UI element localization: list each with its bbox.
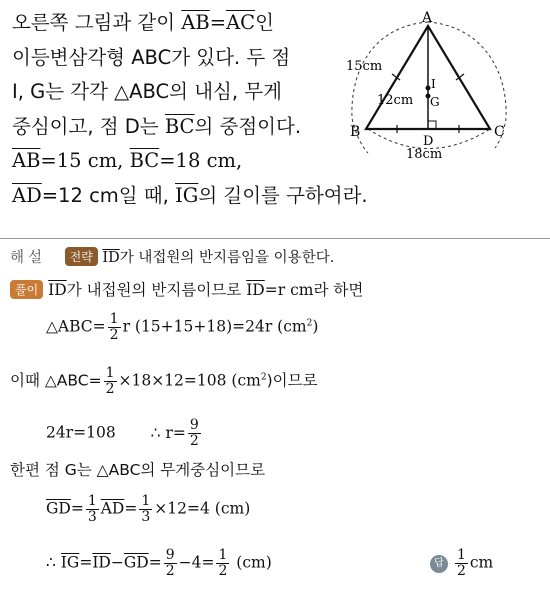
segment-id: $\overline{ID}$ — [102, 250, 120, 266]
solution-badge: 풀이 — [10, 280, 43, 299]
fraction-numerator: 1 — [87, 493, 97, 509]
segment-bc: $\overline{BC}$ — [164, 114, 195, 138]
label-ad-length: 12cm — [377, 93, 414, 108]
equals-sign: = — [209, 11, 227, 34]
problem-line-2: 이등변삼각형 ABC가 있다. 두 점 — [12, 45, 291, 69]
problem-line-3: I, G는 각각 △ABC의 내심, 무게 — [12, 80, 282, 103]
solution-text: ) — [312, 317, 319, 336]
problem-text-segment: =15 cm, — [40, 149, 130, 172]
segment-gd: $\overline{GD}$ — [46, 499, 71, 518]
solution-text: (cm) — [231, 553, 272, 572]
segment-ac: $\overline{AC}$ — [226, 11, 256, 34]
solution-text: −4= — [178, 553, 215, 572]
strategy-text: 가 내접원의 반지름임을 이용한다. — [119, 250, 335, 266]
problem-text-segment: 의 중점이다. — [194, 114, 302, 138]
solution-text: = — [124, 499, 138, 518]
answer-unit: cm — [469, 553, 494, 572]
problem-line-4 — [12, 110, 342, 145]
solution-text: = — [70, 499, 84, 518]
solution-text: =r cm라 하면 — [264, 281, 364, 299]
solution-text: ×18×12=108 (cm — [118, 371, 261, 390]
solution-line-5: 한편 점 G는 △ABC의 무게중심이므로 — [10, 461, 266, 479]
solution-text: 가 내접원의 반지름이므로 — [66, 281, 247, 299]
fraction-denominator: 2 — [109, 327, 119, 343]
fraction — [86, 494, 99, 525]
label-ab-length: 15cm — [346, 59, 383, 74]
solution-line-3 — [10, 366, 318, 397]
label-bc-length: 18cm — [406, 147, 443, 162]
segment-ig: $\overline{IG}$ — [175, 183, 199, 207]
label-i: I — [431, 77, 436, 91]
solution-text: = — [148, 553, 162, 572]
fraction — [139, 494, 152, 525]
problem-text — [12, 6, 368, 213]
segment-ab: $\overline{AB}$ — [181, 11, 210, 34]
solution-text: 이때 △ABC= — [10, 371, 102, 390]
fraction — [104, 366, 117, 397]
fraction-numerator: 1 — [456, 547, 466, 563]
explain-header — [10, 246, 334, 267]
solution-line-6 — [46, 494, 250, 525]
solution-line-1 — [10, 278, 363, 300]
fraction — [188, 418, 201, 449]
segment-id: $\overline{ID}$ — [246, 281, 265, 299]
answer — [430, 548, 493, 579]
fraction-numerator: 1 — [105, 365, 115, 381]
fraction — [455, 548, 468, 579]
fraction-denominator: 2 — [189, 433, 199, 449]
solution-line-2 — [46, 312, 318, 343]
label-d: D — [423, 134, 434, 149]
fraction-numerator: 1 — [109, 311, 119, 327]
segment-ig: $\overline{IG}$ — [60, 553, 80, 572]
problem-text-segment: =18 cm, — [159, 149, 243, 172]
fraction-numerator: 1 — [218, 547, 228, 563]
fraction-denominator: 3 — [141, 509, 151, 525]
solution-text: △ABC= — [46, 317, 106, 336]
segment-ad: $\overline{AD}$ — [100, 499, 125, 518]
answer-badge: 답 — [430, 555, 448, 573]
segment-bc: $\overline{BC}$ — [129, 149, 160, 172]
fraction — [108, 312, 121, 343]
segment-gd: $\overline{GD}$ — [123, 553, 149, 572]
problem-text-segment: 인 — [255, 11, 274, 34]
solution-text: = — [79, 553, 93, 572]
solution-line-4 — [46, 418, 203, 449]
label-c: C — [494, 124, 505, 140]
label-b: B — [350, 124, 361, 140]
solution-text: )이므로 — [266, 371, 318, 390]
problem-text-segment: 중심이고, 점 D는 — [12, 114, 165, 138]
label-a: A — [422, 10, 433, 26]
triangle-figure — [330, 8, 550, 168]
explain-label: 해설 — [10, 250, 47, 266]
segment-ab: $\overline{AB}$ — [12, 149, 41, 172]
fraction-denominator: 2 — [105, 381, 115, 397]
problem-line-1 — [12, 6, 342, 41]
fraction-denominator: 2 — [218, 563, 228, 579]
point-i — [426, 86, 431, 91]
fraction-numerator: 9 — [165, 547, 175, 563]
solution-text: ×12=4 (cm) — [154, 499, 251, 518]
fraction-numerator: 1 — [141, 493, 151, 509]
solution-text: ∴ r= — [150, 423, 186, 442]
solution-text: ∴ — [46, 553, 61, 572]
solution-text: − — [110, 553, 124, 572]
strategy-badge: 전략 — [65, 247, 98, 266]
section-divider — [0, 238, 550, 239]
problem-text-segment: 의 길이를 구하여라. — [198, 183, 368, 207]
problem-line-6 — [12, 179, 368, 214]
superscript: 2 — [260, 372, 267, 383]
solution-line-7 — [46, 548, 272, 579]
fraction-denominator: 2 — [456, 563, 466, 579]
solution-text: 24r=108 — [46, 423, 116, 442]
label-g: G — [430, 95, 440, 109]
fraction — [216, 548, 229, 579]
problem-line-5 — [12, 144, 342, 179]
fraction — [164, 548, 177, 579]
segment-ad: $\overline{AD}$ — [12, 183, 42, 207]
solution-text: r (15+15+18)=24r (cm — [122, 317, 307, 336]
right-angle-mark — [428, 121, 436, 129]
fraction-numerator: 9 — [189, 417, 199, 433]
segment-id: $\overline{ID}$ — [48, 281, 67, 299]
fraction-denominator: 3 — [87, 509, 97, 525]
problem-text-segment: =12 cm일 때, — [41, 183, 176, 207]
problem-text-segment: 오른쪽 그림과 같이 — [12, 11, 182, 34]
fraction-denominator: 2 — [165, 563, 175, 579]
segment-id: $\overline{ID}$ — [92, 553, 111, 572]
superscript: 2 — [306, 318, 313, 329]
